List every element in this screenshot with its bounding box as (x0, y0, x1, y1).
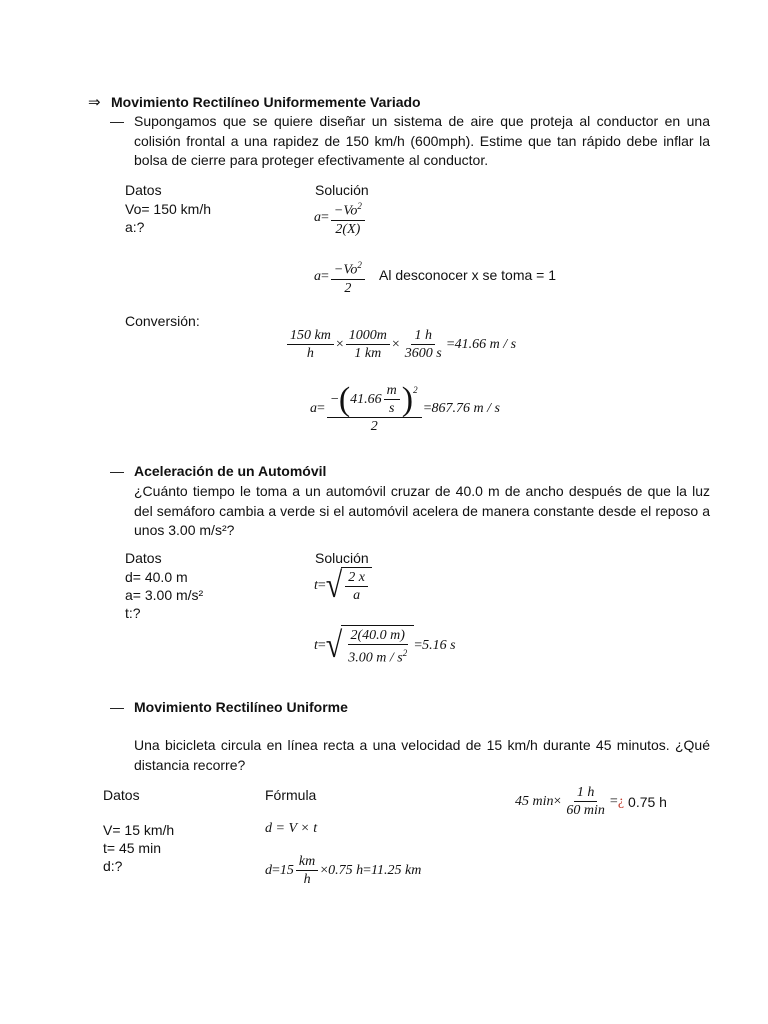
datos-label: Datos (125, 182, 162, 198)
section3-title: Movimiento Rectilíneo Uniforme (134, 699, 348, 715)
section1-paragraph: Supongamos que se quiere diseñar un sistema de aire que proteja al conductor en una colisión frontal a una rapidez de 150 km/h (600mph). Estime que tan rápido debe inflar la bolsa de cierre para proteger efectivamente al conductor. (134, 113, 710, 168)
formula-time: t = √ $\frac{2 x}{a}$ (314, 567, 372, 604)
section3-paragraph: Una bicicleta circula en línea recta a una velocidad de 15 km/h durante 45 minutos. ¿Qué distancia recorre? (134, 737, 710, 773)
datos-item: Vo= 150 km/h (125, 201, 212, 217)
datos-label: Datos (125, 550, 162, 566)
datos-label: Datos (103, 787, 140, 803)
conversion-label: Conversión: (125, 313, 200, 329)
datos-item: t:? (125, 605, 141, 621)
distance-result: 11.25 km (371, 862, 422, 878)
datos-item: t= 45 min (103, 840, 161, 856)
section2-title: Aceleración de un Automóvil (134, 463, 327, 479)
formula-time-result: t = √ $\frac{2(40.0 m)}{3.00 m / s^2}$ = 5.16 s (314, 625, 456, 666)
formula-label: Fórmula (265, 787, 317, 803)
section1-arrow: ⇒ (88, 94, 101, 111)
datos-item: d= 40.0 m (125, 569, 188, 585)
formula-distance-result: d = 15 $\frac{km}{h}$ × 0.75 h = 11.25 km (265, 854, 422, 887)
solucion-label: Solución (315, 550, 369, 566)
section1-title: Movimiento Rectilíneo Uniformemente Variado (111, 94, 421, 110)
section1-dash: — (110, 113, 124, 129)
section2-dash: — (110, 463, 124, 479)
section2-paragraph: ¿Cuánto tiempo le toma a un automóvil cruzar de 40.0 m de ancho después de que la luz del semáforo cambia a verde si el automóvil acelera de manera constante desde el reposo a unos 3.00 m/s²? (134, 483, 710, 538)
solucion-label: Solución (315, 182, 369, 198)
formula-distance: d = V × t (265, 821, 318, 836)
formula-acceleration-simplified: a = $\frac{-Vo^2}{2}$ (314, 257, 367, 297)
formula-acceleration-result: a = − ( 41.66 $\frac{m}{s}$ ) $^2$ 2 = 867.76 m / s (310, 380, 500, 434)
datos-item: V= 15 km/h (103, 822, 175, 838)
datos-item: a:? (125, 219, 145, 235)
datos-item: d:? (103, 858, 123, 874)
conversion-result: 41.66 m / s (454, 336, 517, 352)
acceleration-result: 867.76 m / s (431, 400, 500, 416)
time-result: 5.16 s (422, 637, 456, 653)
formula-acceleration: a = $\frac{-Vo^2}{2(X)}$ (314, 198, 367, 238)
formula-conversion: $\frac{150 km}{h}$ × $\frac{1000m}{1 km}$ × $\frac{1 h}{3600 s}$ = 41.66 m / s (285, 327, 516, 362)
assumption-note: Al desconocer x se toma = 1 (379, 267, 557, 283)
datos-item: a= 3.00 m/s² (125, 587, 204, 603)
time-conversion-result: 0.75 h (628, 793, 667, 810)
formula-time-conversion: 45 min × $\frac{1 h}{60 \min}$ = ¿ 0.75 h (515, 785, 667, 818)
section3-dash: — (110, 699, 124, 715)
